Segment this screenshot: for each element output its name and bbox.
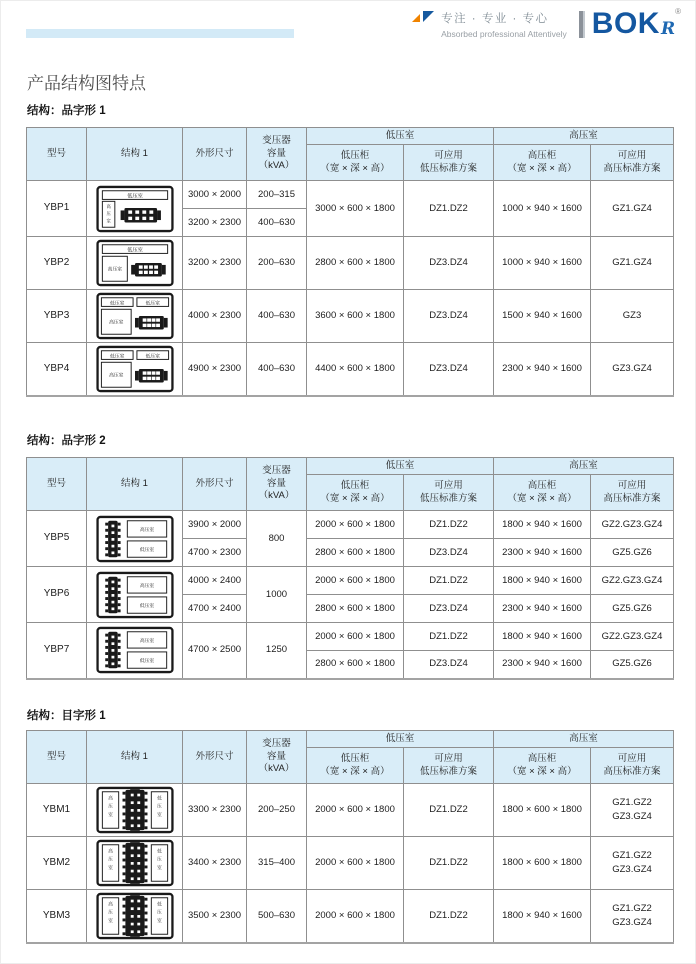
svg-text:室: 室 [105, 217, 111, 223]
logo-text: BOK [591, 7, 660, 40]
table-row [27, 837, 674, 890]
svg-text:高压室: 高压室 [139, 583, 154, 589]
cell-structure [87, 567, 183, 623]
cell-dimensions: 4000 × 2400 [183, 567, 247, 595]
svg-text:高: 高 [107, 848, 113, 854]
cell-capacity: 400–630 [247, 343, 307, 397]
spec-table-pin1 [26, 127, 674, 397]
cell-lv-scheme: DZ3.DZ4 [404, 539, 494, 567]
cell-lv-cabinet: 2000 × 600 × 1800 [307, 784, 404, 837]
cell-hv-cabinet: 2300 × 940 × 1600 [494, 539, 591, 567]
svg-text:高压室: 高压室 [108, 320, 123, 326]
header-structure: 结构 1 [87, 128, 183, 181]
cell-dimensions: 3000 × 2000 [183, 181, 247, 209]
cell-capacity: 400–630 [247, 290, 307, 343]
header-lv-room: 低压室 [307, 731, 494, 748]
header-model: 型号 [27, 458, 87, 511]
cell-structure [87, 343, 183, 397]
svg-text:低: 低 [156, 901, 162, 907]
svg-text:低压室: 低压室 [126, 192, 143, 199]
blue-triangle-icon [423, 11, 434, 22]
cell-hv-cabinet: 1800 × 940 × 1600 [494, 511, 591, 539]
cell-capacity: 1250 [247, 623, 307, 679]
cell-hv-scheme: GZ3 [591, 290, 674, 343]
cell-hv-cabinet: 1500 × 940 × 1600 [494, 290, 591, 343]
header-lv-cabinet: 低压柜 （宽 × 深 × 高） [307, 748, 404, 784]
cell-hv-scheme: GZ5.GZ6 [591, 595, 674, 623]
header-hv-scheme: 可应用 高压标准方案 [591, 475, 674, 511]
brand-header [412, 9, 681, 39]
cell-hv-scheme: GZ5.GZ6 [591, 651, 674, 679]
svg-text:高: 高 [107, 795, 113, 801]
cell-hv-cabinet: 1800 × 940 × 1600 [494, 890, 591, 944]
spec-table-mu1 [26, 730, 674, 944]
structure-diagram-ybp1 [94, 185, 176, 233]
cell-dimensions: 4700 × 2400 [183, 595, 247, 623]
header-lv-scheme: 可应用 低压标准方案 [404, 748, 494, 784]
svg-text:室: 室 [156, 917, 162, 923]
cell-lv-cabinet: 4400 × 600 × 1800 [307, 343, 404, 397]
svg-text:室: 室 [107, 811, 113, 817]
cell-model: YBM3 [27, 890, 87, 944]
page-title: 产品结构图特点 [27, 74, 146, 93]
cell-lv-cabinet: 2000 × 600 × 1800 [307, 837, 404, 890]
svg-text:低压室: 低压室 [145, 354, 160, 360]
cell-lv-scheme: DZ3.DZ4 [404, 237, 494, 290]
header-lv-scheme: 可应用 低压标准方案 [404, 145, 494, 181]
cell-hv-cabinet: 2300 × 940 × 1600 [494, 595, 591, 623]
cell-capacity: 200–630 [247, 237, 307, 290]
header-structure: 结构 1 [87, 731, 183, 784]
section-title-pin2: 结构：品字形 2 [27, 435, 106, 447]
cell-structure [87, 890, 183, 944]
cell-hv-cabinet: 1800 × 940 × 1600 [494, 567, 591, 595]
header-structure: 结构 1 [87, 458, 183, 511]
cell-model: YBP7 [27, 623, 87, 679]
header-model: 型号 [27, 128, 87, 181]
svg-text:高: 高 [107, 901, 113, 907]
header-hv-room: 高压室 [494, 128, 674, 145]
cell-hv-scheme: GZ2.GZ3.GZ4 [591, 511, 674, 539]
structure-diagram-ybp3 [94, 292, 176, 340]
cell-capacity: 1000 [247, 567, 307, 623]
logo-script-r: R [660, 19, 676, 39]
header-lv-cabinet: 低压柜 （宽 × 深 × 高） [307, 475, 404, 511]
cell-hv-cabinet: 1000 × 940 × 1600 [494, 237, 591, 290]
cell-lv-cabinet: 2000 × 600 × 1800 [307, 890, 404, 944]
svg-text:高: 高 [105, 203, 111, 209]
cell-model: YBP1 [27, 181, 87, 237]
cell-dimensions: 4900 × 2300 [183, 343, 247, 397]
structure-diagram-ybm [94, 786, 176, 834]
header-hv-cabinet: 高压柜 （宽 × 深 × 高） [494, 475, 591, 511]
cell-hv-scheme: GZ2.GZ3.GZ4 [591, 623, 674, 651]
cell-model: YBP6 [27, 567, 87, 623]
cell-lv-cabinet: 2800 × 600 × 1800 [307, 651, 404, 679]
cell-lv-scheme: DZ3.DZ4 [404, 290, 494, 343]
header-hv-cabinet: 高压柜 （宽 × 深 × 高） [494, 748, 591, 784]
cell-hv-cabinet: 1000 × 940 × 1600 [494, 181, 591, 237]
decor-blue-bar [26, 29, 294, 38]
cell-model: YBP5 [27, 511, 87, 567]
svg-text:低压室: 低压室 [109, 301, 124, 307]
structure-diagram-ybp5 [94, 626, 176, 674]
cell-structure [87, 237, 183, 290]
cell-capacity: 500–630 [247, 890, 307, 944]
header-lv-cabinet: 低压柜 （宽 × 深 × 高） [307, 145, 404, 181]
cell-dimensions: 4700 × 2300 [183, 539, 247, 567]
cell-hv-scheme: GZ3.GZ4 [591, 343, 674, 397]
cell-model: YBP2 [27, 237, 87, 290]
cell-lv-scheme: DZ3.DZ4 [404, 595, 494, 623]
svg-text:高压室: 高压室 [107, 267, 122, 273]
spec-table [26, 730, 674, 944]
cell-structure [87, 837, 183, 890]
svg-text:室: 室 [107, 917, 113, 923]
header-hv-room: 高压室 [494, 731, 674, 748]
cell-capacity: 800 [247, 511, 307, 567]
table-row [27, 623, 674, 651]
cell-lv-scheme: DZ1.DZ2 [404, 784, 494, 837]
svg-text:低压室: 低压室 [109, 354, 124, 360]
header-capacity: 变压器 容量 （kVA） [247, 128, 307, 181]
tagline-cn: 专注 · 专业 · 专心 [441, 12, 549, 25]
cell-lv-scheme: DZ1.DZ2 [404, 181, 494, 237]
structure-diagram-ybm [94, 892, 176, 940]
header-hv-scheme: 可应用 高压标准方案 [591, 748, 674, 784]
header-lv-room: 低压室 [307, 458, 494, 475]
table-row [27, 511, 674, 539]
section-title-pin1: 结构：品字形 1 [27, 105, 106, 117]
cell-hv-cabinet: 2300 × 940 × 1600 [494, 343, 591, 397]
cell-model: YBM1 [27, 784, 87, 837]
cell-lv-scheme: DZ3.DZ4 [404, 343, 494, 397]
svg-text:高压室: 高压室 [108, 373, 123, 379]
header-capacity: 变压器 容量 （kVA） [247, 731, 307, 784]
cell-model: YBP3 [27, 290, 87, 343]
cell-structure [87, 623, 183, 679]
cell-hv-cabinet: 1800 × 940 × 1600 [494, 623, 591, 651]
cell-dimensions: 3900 × 2000 [183, 511, 247, 539]
cell-hv-scheme: GZ1.GZ2 GZ3.GZ4 [591, 837, 674, 890]
spec-table [26, 127, 674, 397]
orange-triangle-icon [412, 14, 420, 22]
cell-model: YBP4 [27, 343, 87, 397]
table-row [27, 343, 674, 397]
cell-dimensions: 3200 × 2300 [183, 237, 247, 290]
cell-structure [87, 181, 183, 237]
table-row [27, 181, 674, 209]
spec-table [26, 457, 674, 680]
cell-model: YBM2 [27, 837, 87, 890]
registered-mark: ® [675, 7, 681, 16]
table-row [27, 890, 674, 944]
cell-dimensions: 3200 × 2300 [183, 209, 247, 237]
svg-text:低: 低 [156, 848, 162, 854]
cell-hv-scheme: GZ5.GZ6 [591, 539, 674, 567]
cell-lv-cabinet: 2000 × 600 × 1800 [307, 623, 404, 651]
cell-hv-scheme: GZ1.GZ4 [591, 181, 674, 237]
structure-diagram-ybm [94, 839, 176, 887]
cell-lv-scheme: DZ1.DZ2 [404, 511, 494, 539]
cell-lv-cabinet: 2800 × 600 × 1800 [307, 237, 404, 290]
logo-divider [579, 11, 585, 38]
cell-lv-scheme: DZ1.DZ2 [404, 890, 494, 944]
cell-lv-scheme: DZ3.DZ4 [404, 651, 494, 679]
svg-text:低压室: 低压室 [139, 659, 154, 665]
structure-diagram-ybp5 [94, 571, 176, 619]
svg-text:压: 压 [156, 856, 162, 862]
cell-capacity: 315–400 [247, 837, 307, 890]
svg-text:压: 压 [156, 803, 162, 809]
header-dimensions: 外形尺寸 [183, 458, 247, 511]
cell-lv-scheme: DZ1.DZ2 [404, 837, 494, 890]
cell-capacity: 400–630 [247, 209, 307, 237]
brand-tagline [441, 10, 567, 39]
spec-table-pin2 [26, 457, 674, 680]
structure-diagram-ybp3 [94, 345, 176, 393]
header-dimensions: 外形尺寸 [183, 731, 247, 784]
svg-text:压: 压 [105, 210, 111, 216]
cell-hv-scheme: GZ2.GZ3.GZ4 [591, 567, 674, 595]
cell-dimensions: 4700 × 2500 [183, 623, 247, 679]
tagline-en: Absorbed professional Attentively [441, 28, 567, 39]
brand-triangles-icon [412, 11, 434, 22]
cell-dimensions: 3300 × 2300 [183, 784, 247, 837]
svg-text:压: 压 [156, 909, 162, 915]
svg-text:压: 压 [107, 803, 113, 809]
svg-text:高压室: 高压室 [139, 527, 154, 533]
cell-hv-cabinet: 1800 × 600 × 1800 [494, 837, 591, 890]
cell-lv-cabinet: 2800 × 600 × 1800 [307, 595, 404, 623]
header-hv-scheme: 可应用 高压标准方案 [591, 145, 674, 181]
cell-lv-scheme: DZ1.DZ2 [404, 567, 494, 595]
svg-text:低压室: 低压室 [139, 603, 154, 609]
table-row [27, 784, 674, 837]
svg-text:室: 室 [156, 811, 162, 817]
cell-hv-cabinet: 1800 × 600 × 1800 [494, 784, 591, 837]
cell-lv-scheme: DZ1.DZ2 [404, 623, 494, 651]
table-row [27, 567, 674, 595]
svg-text:低压室: 低压室 [139, 547, 154, 553]
svg-text:高压室: 高压室 [139, 639, 154, 645]
cell-hv-scheme: GZ1.GZ2 GZ3.GZ4 [591, 890, 674, 944]
svg-text:室: 室 [156, 864, 162, 870]
section-title-mu1: 结构：目字形 1 [27, 710, 106, 722]
cell-dimensions: 3400 × 2300 [183, 837, 247, 890]
cell-capacity: 200–250 [247, 784, 307, 837]
table-row [27, 237, 674, 290]
cell-lv-cabinet: 2800 × 600 × 1800 [307, 539, 404, 567]
cell-lv-cabinet: 2000 × 600 × 1800 [307, 511, 404, 539]
company-logo [592, 9, 681, 39]
svg-text:低压室: 低压室 [145, 301, 160, 307]
cell-lv-cabinet: 3600 × 600 × 1800 [307, 290, 404, 343]
header-hv-room: 高压室 [494, 458, 674, 475]
svg-text:压: 压 [107, 856, 113, 862]
header-model: 型号 [27, 731, 87, 784]
structure-diagram-ybp5 [94, 515, 176, 563]
svg-text:室: 室 [107, 864, 113, 870]
cell-hv-scheme: GZ1.GZ4 [591, 237, 674, 290]
table-row [27, 290, 674, 343]
cell-capacity: 200–315 [247, 181, 307, 209]
header-capacity: 变压器 容量 （kVA） [247, 458, 307, 511]
cell-structure [87, 290, 183, 343]
cell-hv-cabinet: 2300 × 940 × 1600 [494, 651, 591, 679]
header-lv-room: 低压室 [307, 128, 494, 145]
svg-text:压: 压 [107, 909, 113, 915]
structure-diagram-ybp2 [94, 239, 176, 287]
svg-text:低压室: 低压室 [126, 247, 143, 254]
cell-dimensions: 3500 × 2300 [183, 890, 247, 944]
cell-hv-scheme: GZ1.GZ2 GZ3.GZ4 [591, 784, 674, 837]
cell-structure [87, 784, 183, 837]
header-lv-scheme: 可应用 低压标准方案 [404, 475, 494, 511]
cell-structure [87, 511, 183, 567]
header-dimensions: 外形尺寸 [183, 128, 247, 181]
svg-text:低: 低 [156, 795, 162, 801]
header-hv-cabinet: 高压柜 （宽 × 深 × 高） [494, 145, 591, 181]
cell-lv-cabinet: 3000 × 600 × 1800 [307, 181, 404, 237]
cell-dimensions: 4000 × 2300 [183, 290, 247, 343]
cell-lv-cabinet: 2000 × 600 × 1800 [307, 567, 404, 595]
